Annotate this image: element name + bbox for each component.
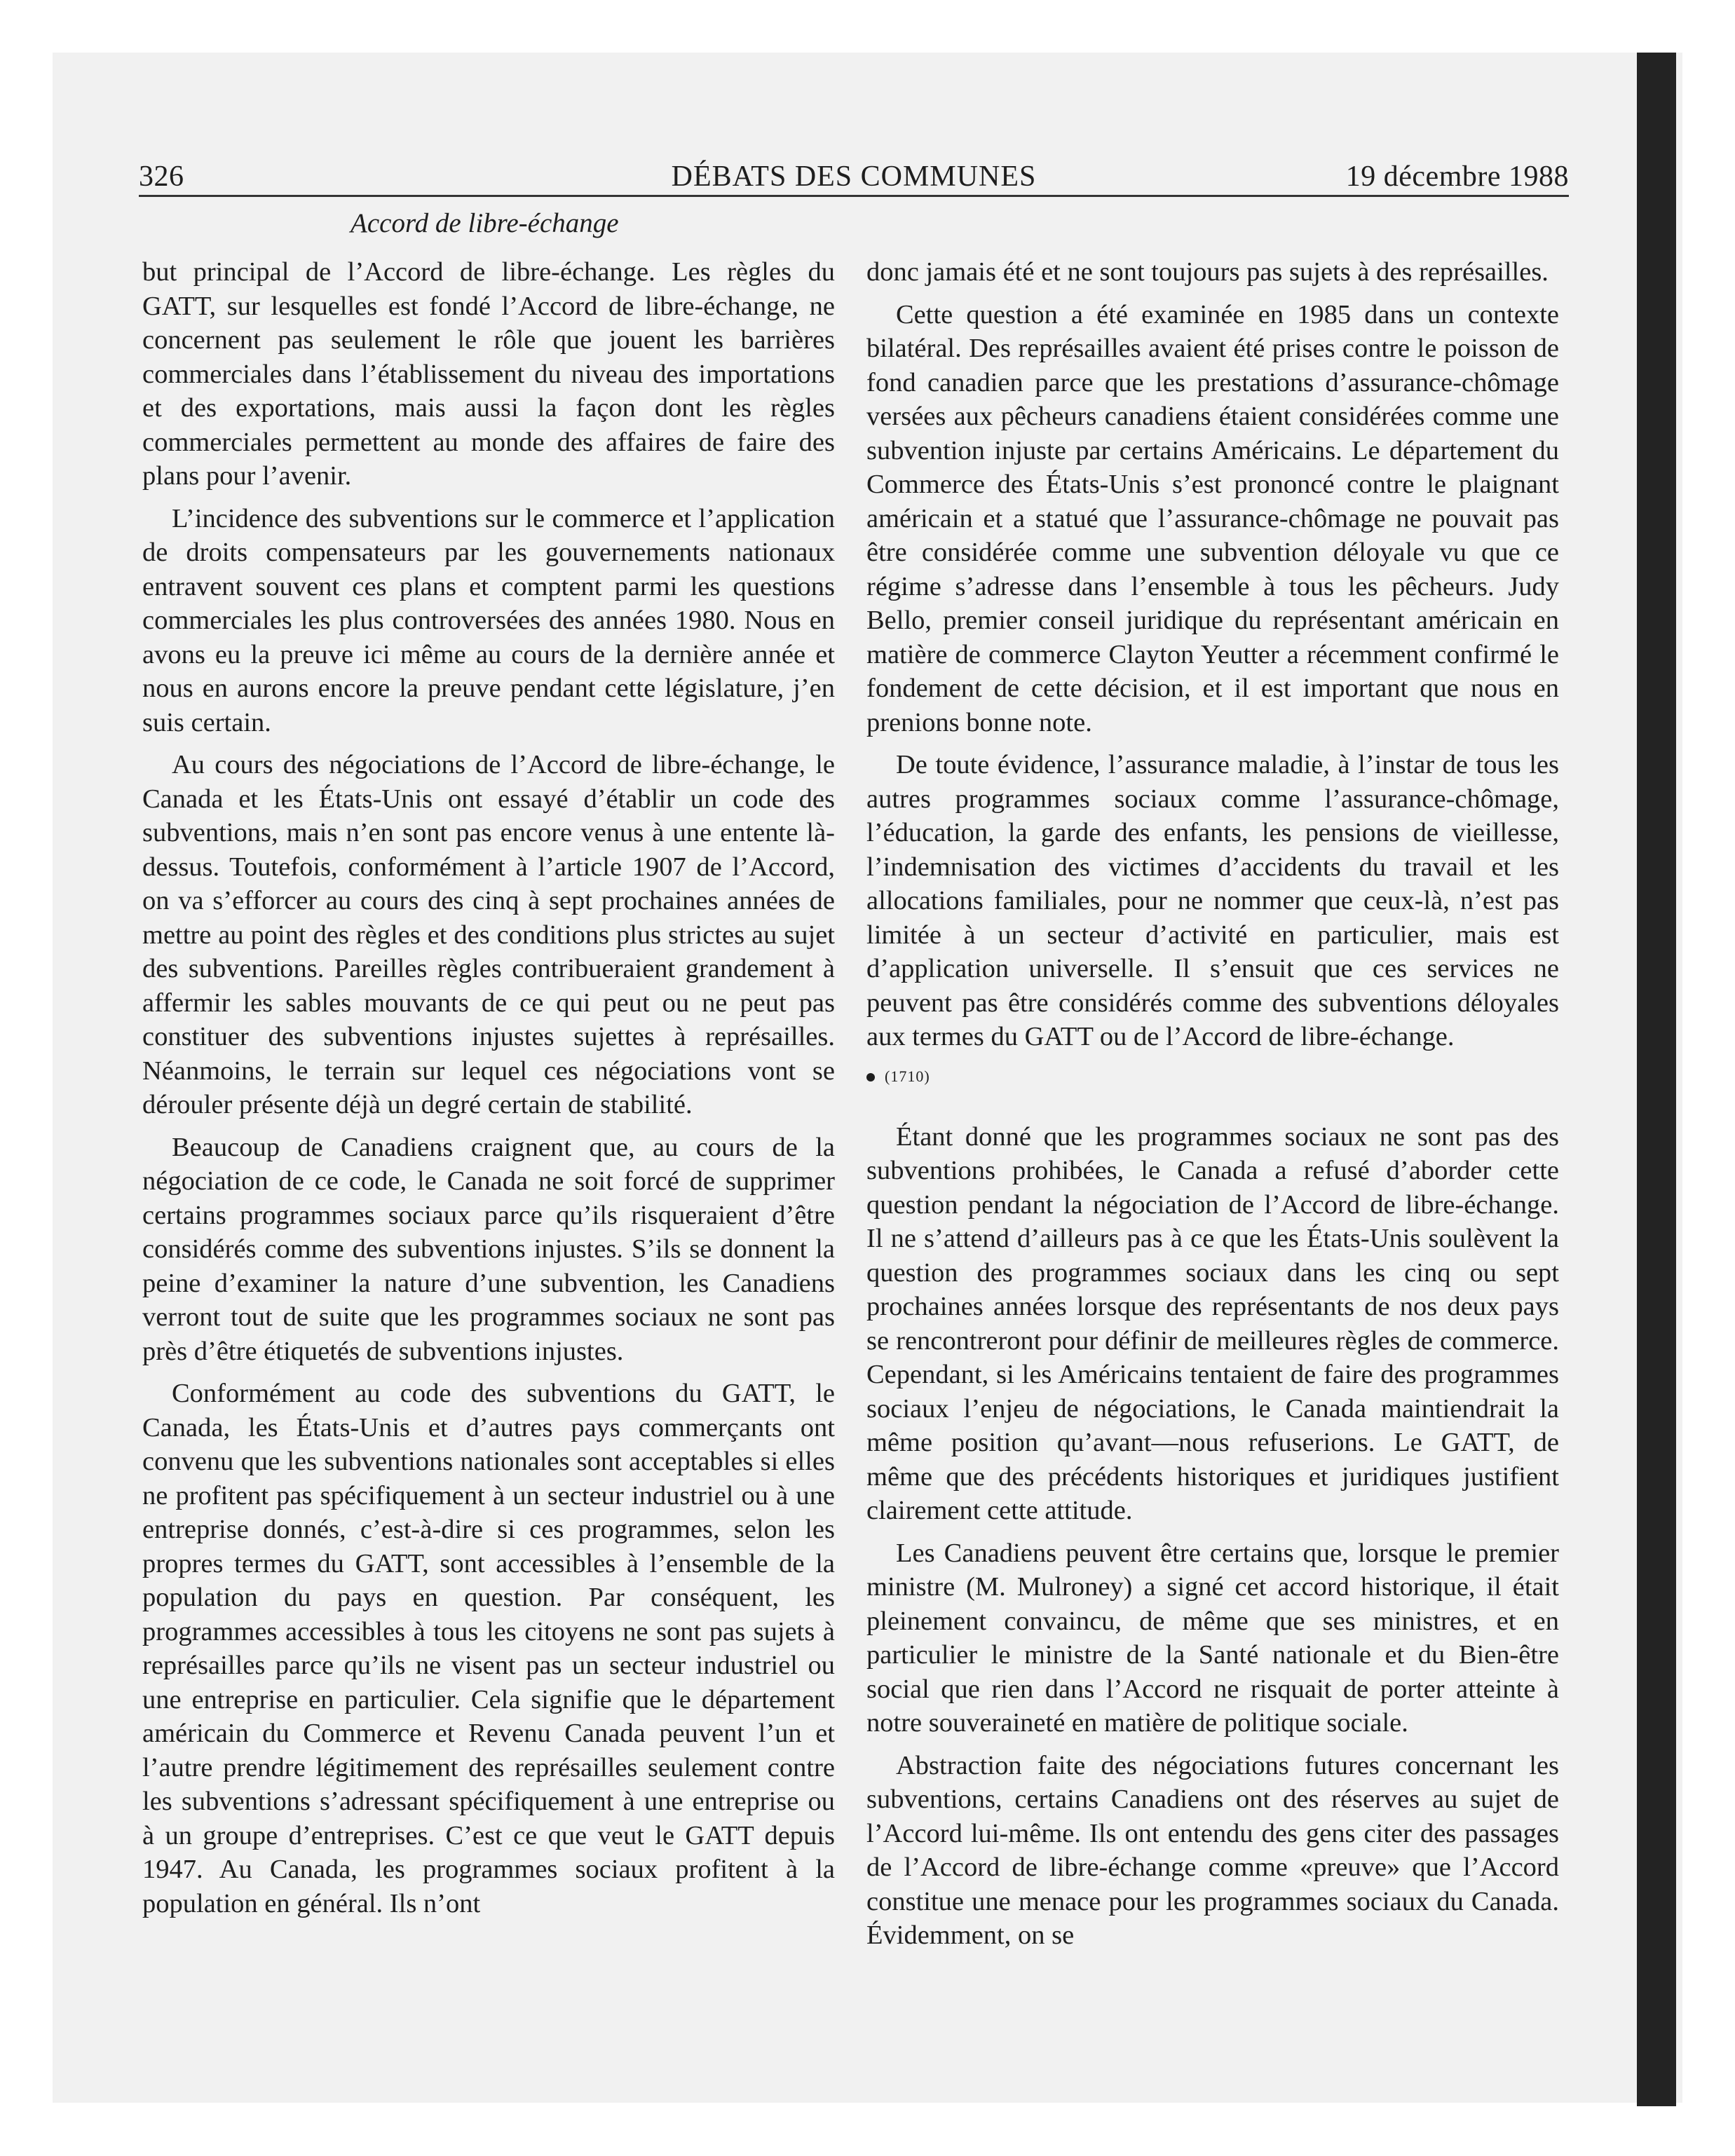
- time-marker-label: (1710): [885, 1067, 930, 1085]
- right-column: [866, 255, 1559, 2077]
- header-rule: [139, 195, 1569, 197]
- running-title: Accord de libre-échange: [351, 208, 619, 238]
- paragraph: Conformément au code des subventions du GATT, le Canada, les États-Unis et d’autres pays commerçants ont convenu que les subventions nationales sont acceptables si elles ne profitent pas spécifiquement à un secteur industriel ou à une entreprise donnés, c’est-à-dire si ces programmes, selon les propres termes du GATT, sont accessibles à l’ensemble de la population du pays en question. Par conséquent, les programmes accessibles à tous les citoyens ne sont pas sujets à représailles parce qu’ils ne visent pas un secteur industriel ou une entreprise en particulier. Cela signifie que le département américain du Commerce et Revenu Canada peuvent l’un et l’autre prendre légitimement des représailles seulement contre les subventions s’adressant spécifiquement à une entreprise ou à un groupe d’entreprises. C’est ce que veut le GATT depuis 1947. Au Canada, les programmes sociaux profitent à la population en général. Ils n’ont: [142, 1379, 835, 1918]
- left-column: [142, 255, 835, 2077]
- paragraph: donc jamais été et ne sont toujours pas sujets à des représailles.: [866, 257, 1549, 287]
- header-date: 19 décembre 1988: [1345, 161, 1569, 193]
- paragraph: L’incidence des subventions sur le commerce et l’application de droits compensateurs par les gouvernements nationaux entravent souvent ces plans et comptent parmi les questions commerciales les plus controversées des années 1980. Nous en avons eu la preuve ici même au cours de la dernière année et nous en aurons encore la preuve pendant cette législature, j’en suis certain.: [142, 503, 835, 737]
- journal-title: DÉBATS DES COMMUNES: [671, 161, 1037, 193]
- page-header: [139, 154, 1569, 198]
- paragraph: Beaucoup de Canadiens craignent que, au cours de la négociation de ce code, le Canada ne soit forcé de supprimer certains programmes sociaux parce qu’ils risqueraient d’être considérés comme des subventions injustes. S’ils se donnent la peine d’examiner la nature d’une subvention, les Canadiens verront tout de suite que les programmes sociaux ne sont pas près d’être étiquetés de subventions injustes.: [142, 1132, 835, 1366]
- bullet-icon: [866, 1073, 875, 1082]
- paragraph: Cette question a été examinée en 1985 dans un contexte bilatéral. Des représailles avaient été prises contre le poisson de fond canadien parce que les prestations d’assurance-chômage versées aux pêcheurs canadiens étaient considérées comme une subvention injuste par certains Américains. Le département du Commerce des États-Unis s’est prononcé contre le plaignant américain et a statué que l’assurance-chômage ne pouvait pas être considérée comme une subvention déloyale vu que ce régime s’adresse dans l’ensemble à tous les pêcheurs. Judy Bello, premier conseil juridique du représentant américain en matière de commerce Clayton Yeutter a récemment confirmé le fondement de cette décision, et il est important que nous en prenions bonne note.: [866, 299, 1559, 737]
- page-number: 326: [139, 161, 184, 193]
- time-marker: [866, 1063, 1559, 1091]
- paragraph: Étant donné que les programmes sociaux ne sont pas des subventions prohibées, le Canada a refusé d’aborder cette question pendant la négociation de l’Accord de libre-échange. Il ne s’attend d’ailleurs pas à ce que les États-Unis soulèvent la question des programmes sociaux dans les cinq ou sept prochaines années lorsque des représentants de nos deux pays se rencontreront pour définir de meilleures règles de commerce. Cependant, si les Américains tentaient de faire des programmes sociaux l’enjeu de négociations, le Canada maintiendrait la même position qu’avant—nous refuserions. Le GATT, de même que des précédents historiques et juridiques justifient clairement cette attitude.: [866, 1121, 1559, 1525]
- paragraph: Au cours des négociations de l’Accord de libre-échange, le Canada et les États-Unis ont essayé d’établir un code des subventions, mais n’en sont pas encore venus à une entente là-dessus. Toutefois, conformément à l’article 1907 de l’Accord, on va s’efforcer au cours des cinq à sept prochaines années de mettre au point des règles et des conditions plus strictes au sujet des subventions. Pareilles règles contribueraient grandement à affermir les sables mouvants de ce qui peut ou ne peut pas constituer des subventions injustes sujettes à représailles. Néanmoins, le terrain sur lequel ces négociations vont se dérouler présente déjà un degré certain de stabilité.: [142, 750, 835, 1119]
- paragraph: De toute évidence, l’assurance maladie, à l’instar de tous les autres programmes sociaux comme l’assurance-chômage, l’éducation, la garde des enfants, les pensions de vieillesse, l’indemnisation des victimes d’accidents du travail et les allocations familiales, pour ne nommer que ceux-là, n’est pas limitée à un secteur d’activité en particulier, mais est d’application universelle. Il s’ensuit que ces services ne peuvent pas être considérés comme des subventions déloyales aux termes du GATT ou de l’Accord de libre-échange.: [866, 750, 1559, 1051]
- paragraph: Les Canadiens peuvent être certains que, lorsque le premier ministre (M. Mulroney) a signé cet accord historique, il était pleinement convaincu, de même que ses ministres, et en particulier le ministre de la Santé nationale et du Bien-être social que rien dans l’Accord ne risquait de porter atteinte à notre souveraineté en matière de politique sociale.: [866, 1538, 1559, 1738]
- paragraph: but principal de l’Accord de libre-échange. Les règles du GATT, sur lesquelles est fondé l’Accord de libre-échange, ne concernent pas seulement le rôle que jouent les barrières commerciales dans l’établissement du niveau des importations et des exportations, mais aussi la façon dont les règles commerciales permettent au monde des affaires de faire des plans pour l’avenir.: [142, 257, 835, 491]
- scan-edge-bar: [1637, 53, 1676, 2106]
- paragraph: Abstraction faite des négociations futures concernant les subventions, certains Canadiens ont des réserves au sujet de l’Accord lui-même. Ils ont entendu des gens citer des passages de l’Accord de libre-échange comme «preuve» que l’Accord constitue une menace pour les programmes sociaux du Canada. Évidemment, on se: [866, 1750, 1559, 1950]
